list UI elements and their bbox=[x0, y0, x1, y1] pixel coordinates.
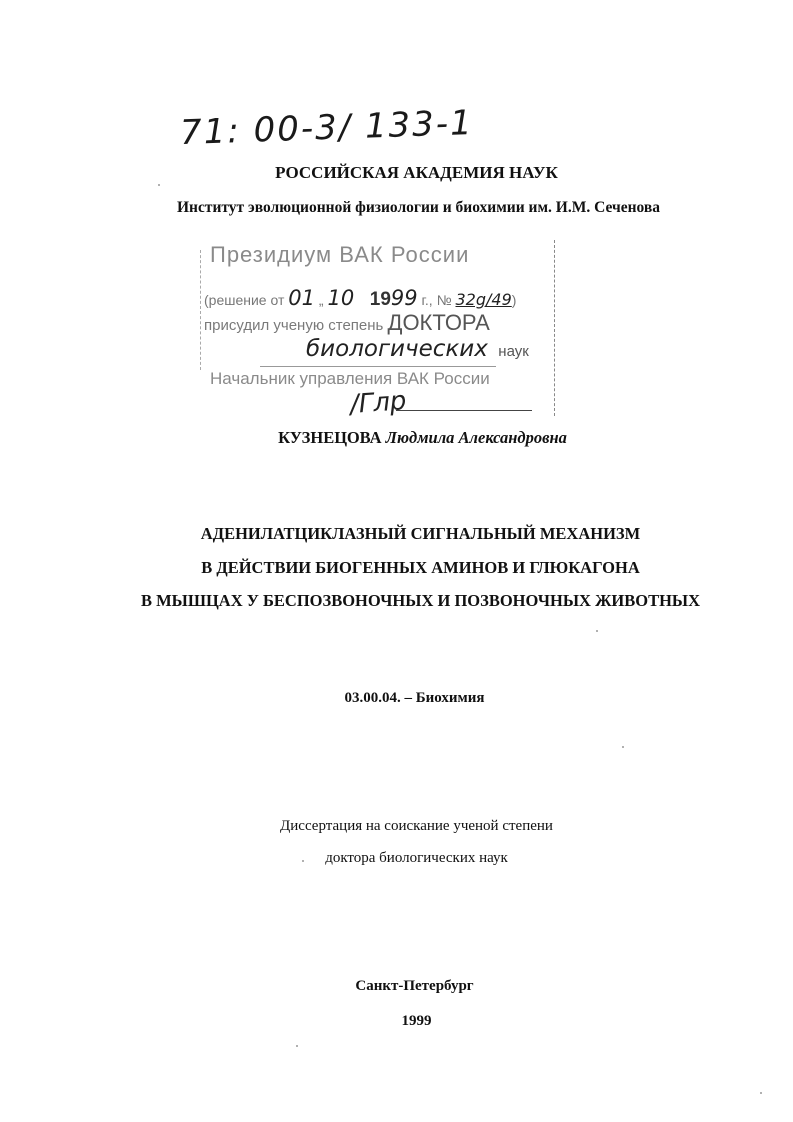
scan-speck bbox=[296, 1045, 298, 1047]
year: 1999 bbox=[401, 1013, 432, 1029]
thesis-title-line-2: В ДЕЙСТВИИ БИОГЕННЫХ АМИНОВ И ГЛЮКАГОНА bbox=[201, 558, 640, 577]
scan-speck bbox=[760, 1092, 762, 1094]
stamp-number-label: г., № bbox=[421, 292, 452, 308]
institute-name: Институт эволюционной физиологии и биохимии им. И.М. Сеченова bbox=[176, 199, 660, 216]
stamp-underline bbox=[260, 366, 496, 367]
stamp-number: 32g/49 bbox=[455, 290, 512, 309]
author-given-names: Людмила Александровна bbox=[385, 428, 567, 447]
signature-line bbox=[396, 410, 532, 411]
dissertation-line-1: Диссертация на соискание ученой степени bbox=[280, 818, 553, 834]
author-surname: КУЗНЕЦОВА bbox=[278, 428, 382, 447]
stamp-field: биологических bbox=[306, 336, 488, 362]
vak-stamp bbox=[200, 236, 555, 422]
scan-speck bbox=[302, 860, 304, 862]
stamp-month: 10 bbox=[327, 286, 355, 310]
archive-number: 71: 00-3/ 133-1 bbox=[179, 102, 475, 154]
stamp-presidium: Президиум ВАК России bbox=[210, 242, 470, 267]
stamp-year-suffix: 99 bbox=[390, 286, 418, 310]
stamp-degree: ДОКТОРА bbox=[387, 310, 490, 335]
stamp-head: Начальник управления ВАК России bbox=[210, 369, 490, 388]
dissertation-line-2: доктора биологических наук bbox=[325, 850, 508, 866]
stamp-field-suffix: наук bbox=[498, 343, 529, 360]
city: Санкт-Петербург bbox=[355, 978, 474, 994]
stamp-decision-line: (решение от 01 „ 10 1999 г., № 32g/49) bbox=[204, 286, 517, 310]
scan-speck bbox=[158, 184, 160, 186]
thesis-title-line-3: В МЫШЦАХ У БЕСПОЗВОНОЧНЫХ И ПОЗВОНОЧНЫХ ЖИВОТНЫХ bbox=[140, 591, 701, 610]
stamp-awarded: присудил ученую степень bbox=[204, 317, 384, 334]
stamp-decision-prefix: (решение от bbox=[204, 292, 285, 308]
scan-speck bbox=[596, 630, 598, 632]
stamp-year-prefix: 19 bbox=[369, 289, 391, 310]
academy-name: РОССИЙСКАЯ АКАДЕМИЯ НАУК bbox=[275, 163, 558, 182]
specialty-code: 03.00.04. – Биохимия bbox=[344, 690, 485, 706]
stamp-border bbox=[200, 250, 201, 370]
stamp-field-line bbox=[306, 336, 529, 362]
author-name bbox=[26, 428, 793, 448]
stamp-awarded-line bbox=[204, 310, 490, 336]
stamp-border bbox=[554, 240, 555, 416]
stamp-day: 01 bbox=[288, 286, 315, 310]
signature: /Глр bbox=[349, 386, 408, 420]
thesis-title-line-1: АДЕНИЛАТЦИКЛАЗНЫЙ СИГНАЛЬНЫЙ МЕХАНИЗМ bbox=[200, 524, 641, 543]
scan-speck bbox=[622, 746, 624, 748]
